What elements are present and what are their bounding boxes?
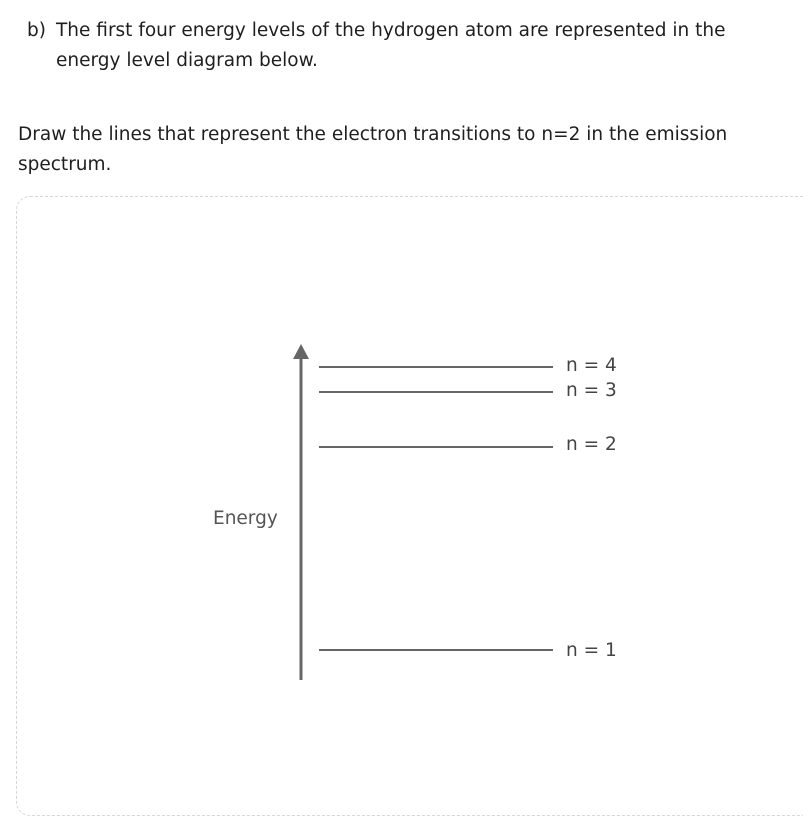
level-label-n3: n = 3 [566,380,617,401]
part-letter: b) [27,20,46,41]
level-label-n1: n = 1 [566,640,617,661]
level-label-n2: n = 2 [566,434,617,455]
instruction-text: Draw the lines that represent the electron transitions to n=2 in the emission spectrum. [18,124,728,175]
level-label-n4: n = 4 [566,355,617,376]
question-text: The first four energy levels of the hydrogen atom are represented in the energy level diagram below. [56,20,726,71]
energy-axis-label: Energy [213,508,278,529]
energy-axis-arrowhead-icon [293,344,309,359]
